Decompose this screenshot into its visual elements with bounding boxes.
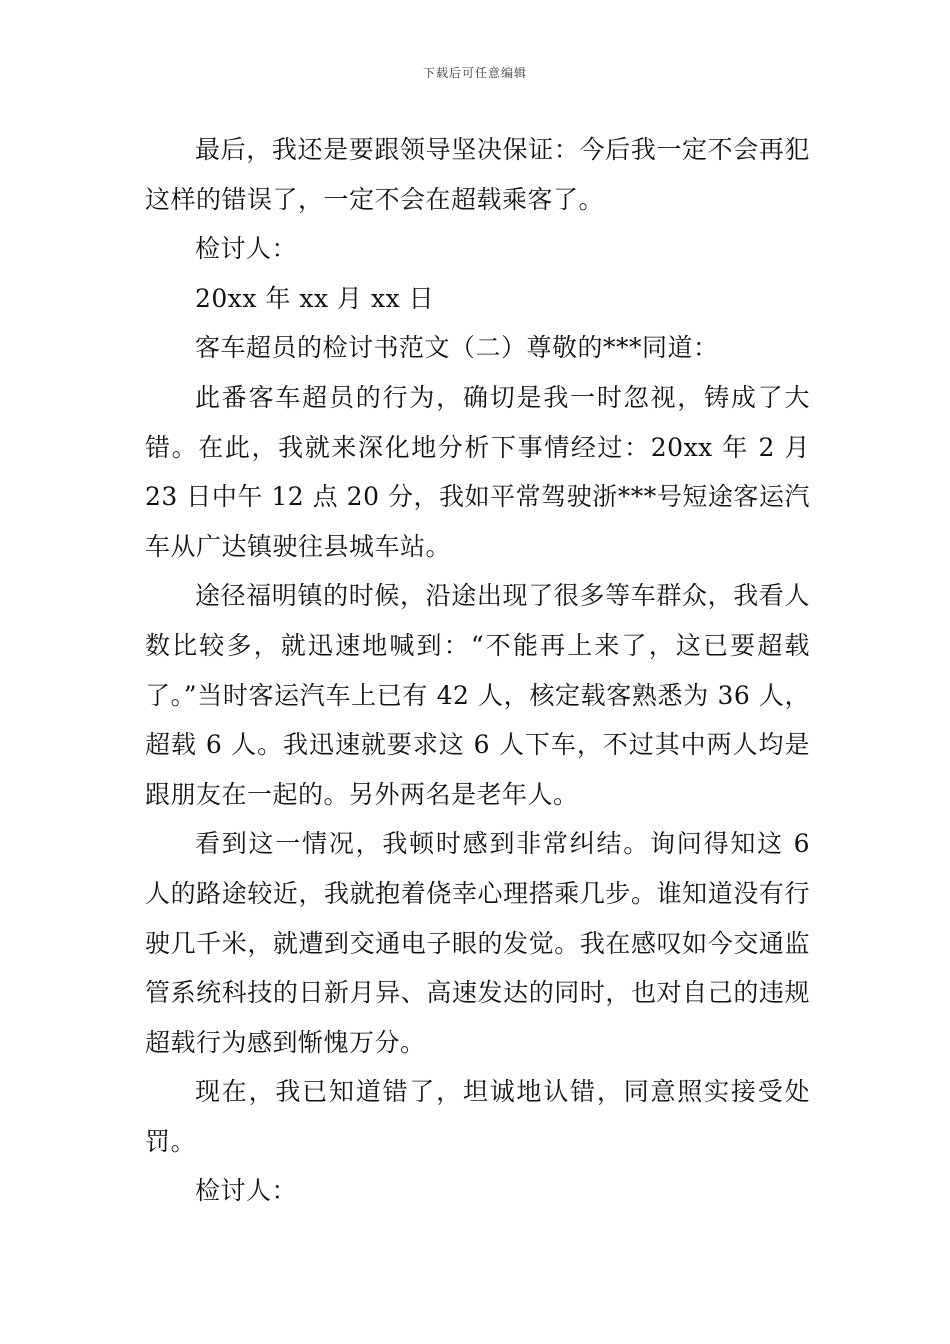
signature-label: 检讨人： <box>195 234 298 264</box>
date-line: 20xx 年 xx 月 xx 日 <box>195 283 435 313</box>
page-header: 下载后可任意编辑 <box>422 66 527 80</box>
signature-label-2: 检讨人： <box>195 1176 298 1206</box>
paragraph-admission: 现在，我已知道错了，坦诚地认错，同意照实接受处罚。 <box>145 1077 810 1156</box>
paragraph-closing-pledge: 最后，我还是要跟领导坚决保证：今后我一定不会再犯这样的错误了，一定不会在超载乘客了。 <box>145 135 810 214</box>
paragraph-incident: 此番客车超员的行为，确切是我一时忽视，铸成了大错。在此，我就来深化地分析下事情经过：20xx 年 2 月 23 日中午 12 点 20 分，我如平常驾驶浙***号短途客运汽车从广达镇驶往县城车站。 <box>145 382 810 561</box>
document-body <box>145 125 810 1216</box>
paragraph-reflection: 看到这一情况，我顿时感到非常纠结。询问得知这 6 人的路途较近，我就抱着侥幸心理搭乘几步。谁知道没有行驶几千米，就遭到交通电子眼的发觉。我在感叹如今交通监管系统科技的日新月异、高速发达的同时，也对自己的违规超载行为感到惭愧万分。 <box>145 829 810 1057</box>
paragraph-route: 途径福明镇的时候，沿途出现了很多等车群众，我看人数比较多，就迅速地喊到：“不能再上来了，这已要超载了。”当时客运汽车上已有 42 人，核定载客熟悉为 36 人，超载 6 人。我迅速就要求这 6 人下车，不过其中两人均是跟朋友在一起的。另外两名是老年人。 <box>145 581 810 809</box>
section-title: 客车超员的检讨书范文（二）尊敬的***同道： <box>195 333 719 363</box>
